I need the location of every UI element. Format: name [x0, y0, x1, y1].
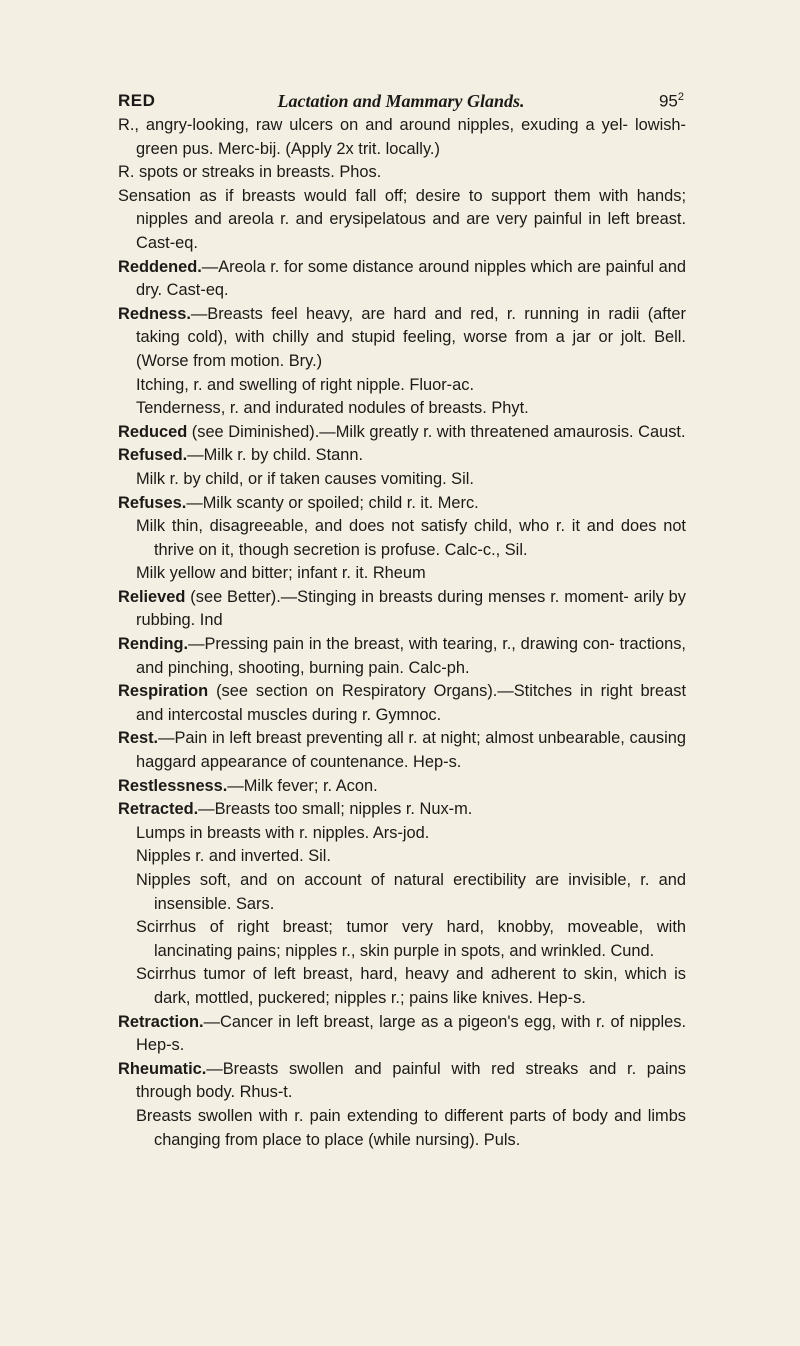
entry-paragraph — [118, 374, 686, 398]
entry-text: —Cancer in left breast, large as a pigeon's egg, with r. of nipples. Hep-s. — [136, 1012, 686, 1055]
entry-keyword: Refused. — [118, 446, 188, 465]
entry-text: Milk yellow and bitter; infant r. it. Rheum — [136, 564, 426, 583]
entry-paragraph — [118, 444, 686, 468]
header-section-word: RED — [118, 91, 156, 110]
entry-paragraph — [118, 822, 686, 846]
entry-text: R., angry-looking, raw ulcers on and around nipples, exuding a yel- lowish-green pus. Merc-bij. (Apply 2x trit. locally.) — [118, 116, 686, 158]
entry-keyword: Respiration — [118, 682, 209, 701]
entry-text: Nipples soft, and on account of natural erectibility are invisible, r. and insensible. Sars. — [136, 871, 686, 913]
entry-text: Sensation as if breasts would fall off; desire to support them with hands; nipples and areola r. and erysipelatous and are very painful in left breast. Cast-eq. — [118, 186, 686, 252]
entry-text: (see section on Respiratory Organs).—Stitches in right breast and intercostal muscles during r. Gymnoc. — [136, 682, 686, 724]
entry-paragraph — [118, 633, 686, 680]
entry-text: —Milk fever; r. Acon. — [227, 776, 378, 795]
repertory-entries — [118, 114, 686, 1152]
entry-keyword: Redness. — [118, 304, 191, 323]
entry-keyword: Rheumatic. — [118, 1059, 207, 1078]
entry-text: (see Diminished).—Milk greatly r. with threatened amaurosis. Caust. — [187, 422, 686, 441]
entry-paragraph — [118, 775, 686, 799]
entry-keyword: Retraction. — [118, 1012, 204, 1031]
entry-text: —Pain in left breast preventing all r. at night; almost unbearable, causing haggard appearance of countenance. Hep-s. — [136, 729, 686, 772]
entry-text: Breasts swollen with r. pain extending to different parts of body and limbs changing from place to place (while nursing). Puls. — [136, 1106, 686, 1149]
header-chapter-title: Lactation and Mammary Glands. — [277, 91, 525, 111]
entry-paragraph — [118, 185, 686, 256]
entry-paragraph — [118, 586, 686, 633]
entry-text: —Milk r. by child. Stann. — [187, 446, 364, 465]
entry-text: —Breasts swollen and painful with red streaks and r. pains through body. Rhus-t. — [136, 1059, 686, 1102]
entry-paragraph — [118, 1105, 686, 1152]
entry-paragraph — [118, 727, 686, 774]
entry-paragraph — [118, 421, 686, 445]
entry-keyword: Rending. — [118, 635, 189, 654]
entry-paragraph — [118, 916, 686, 963]
entry-text: R. spots or streaks in breasts. Phos. — [118, 163, 382, 182]
entry-paragraph — [118, 397, 686, 421]
entry-paragraph — [118, 680, 686, 727]
entry-keyword: Reddened. — [118, 257, 202, 276]
entry-paragraph — [118, 1058, 686, 1105]
entry-paragraph — [118, 161, 686, 185]
entry-keyword: Refuses. — [118, 493, 187, 512]
entry-text: Nipples r. and inverted. Sil. — [136, 847, 331, 866]
entry-paragraph — [118, 562, 686, 586]
entry-paragraph — [118, 1011, 686, 1058]
entry-paragraph — [118, 963, 686, 1010]
entry-text: —Areola r. for some distance around nipples which are painful and dry. Cast-eq. — [136, 257, 686, 300]
entry-paragraph — [118, 515, 686, 562]
entry-text: Scirrhus of right breast; tumor very hard, knobby, moveable, with lancinating pains; nipples r., skin purple in spots, and wrinkled. Cund. — [136, 918, 686, 960]
entry-keyword: Reduced — [118, 422, 188, 441]
entry-text: —Breasts too small; nipples r. Nux-m. — [198, 800, 473, 819]
entry-text: Milk r. by child, or if taken causes vomiting. Sil. — [136, 469, 474, 488]
entry-keyword: Rest. — [118, 729, 159, 748]
entry-paragraph — [118, 845, 686, 869]
page-number-main: 95 — [658, 91, 678, 111]
entry-text: —Milk scanty or spoiled; child r. it. Merc. — [186, 493, 479, 512]
entry-paragraph — [118, 303, 686, 374]
entry-keyword: Restlessness. — [118, 776, 228, 795]
entry-text: Tenderness, r. and indurated nodules of breasts. Phyt. — [136, 399, 529, 418]
entry-paragraph — [118, 798, 686, 822]
entry-keyword: Relieved — [118, 587, 186, 606]
entry-paragraph — [118, 114, 686, 161]
entry-text: (see Better).—Stinging in breasts during menses r. moment- arily by rubbing. Ind — [136, 587, 686, 630]
entry-text: Scirrhus tumor of left breast, hard, heavy and adherent to skin, which is dark, mottled, puckered; nipples r.; pains like knives. Hep-s. — [136, 965, 686, 1007]
entry-text: Milk thin, disagreeable, and does not satisfy child, who r. it and does not thrive on it, though secretion is profuse. Calc-c., Sil. — [136, 517, 686, 559]
entry-text: Itching, r. and swelling of right nipple. Fluor-ac. — [136, 375, 475, 394]
entry-text: —Pressing pain in the breast, with tearing, r., drawing con- tractions, and pinching, shooting, burning pain. Calc-ph. — [136, 635, 686, 677]
entry-paragraph — [118, 869, 686, 916]
entry-text: Lumps in breasts with r. nipples. Ars-jod. — [136, 823, 430, 842]
entry-paragraph — [118, 468, 686, 492]
entry-keyword: Retracted. — [118, 800, 199, 819]
entry-paragraph — [118, 492, 686, 516]
page-number-superscript: 2 — [677, 91, 684, 103]
entry-text: —Breasts feel heavy, are hard and red, r. running in radii (after taking cold), with chilly and stupid feeling, worse from a jar or jolt. Bell. (Worse from motion. Bry.) — [136, 304, 686, 370]
page-number — [659, 91, 684, 112]
entry-paragraph — [118, 256, 686, 303]
